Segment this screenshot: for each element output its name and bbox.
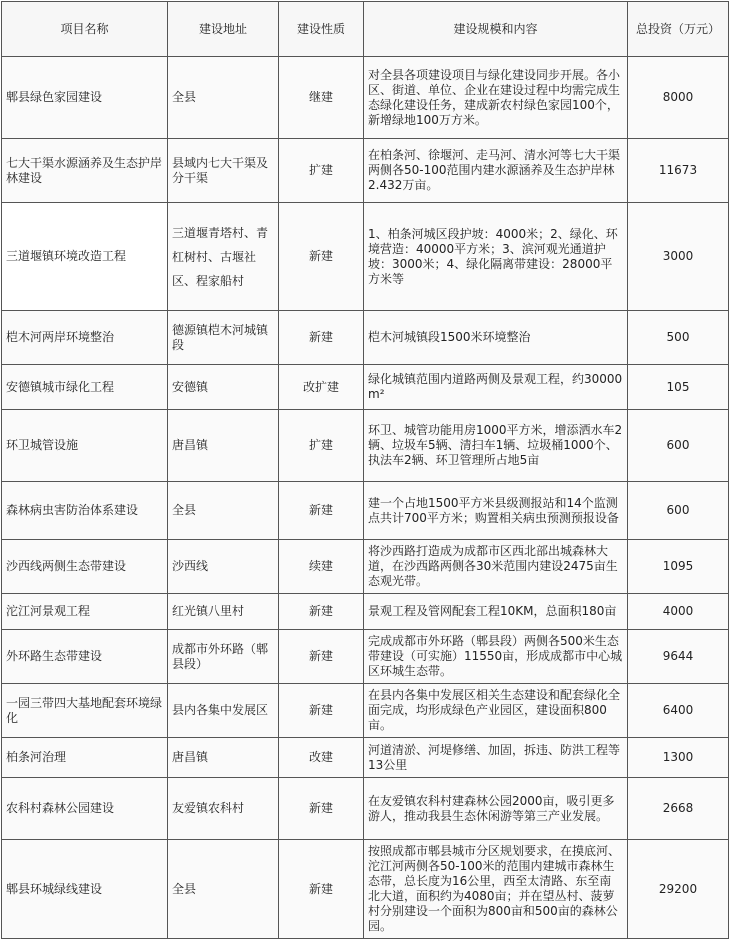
content-cell: 将沙西路打造成为成都市区西北部出城森林大道，在沙西路两侧各30米范围内建设2475亩生态观光带。 xyxy=(364,540,628,594)
nature-cell: 续建 xyxy=(279,540,364,594)
address-cell: 安德镇 xyxy=(168,365,279,410)
header-address: 建设地址 xyxy=(168,2,279,57)
address-cell: 全县 xyxy=(168,57,279,139)
address-cell: 唐昌镇 xyxy=(168,738,279,778)
nature-cell: 新建 xyxy=(279,482,364,540)
nature-cell: 新建 xyxy=(279,594,364,630)
content-cell: 对全县各项建设项目与绿化建设同步开展。各小区、街道、单位、企业在建设过程中均需完成生态绿化建设任务，建成新农村绿色家园100个，新增绿地100万方米。 xyxy=(364,57,628,139)
investment-cell: 11673 xyxy=(628,139,729,203)
content-cell: 完成成都市外环路（郫县段）两侧各500米生态带建设（可实施）11550亩，形成成都市中心城区环城生态带。 xyxy=(364,630,628,684)
content-cell: 环卫、城管功能用房1000平方米，增添洒水车2辆、垃圾车5辆、清扫车1辆、垃圾桶1000个、执法车2辆、环卫管理所占地5亩 xyxy=(364,410,628,482)
table-row xyxy=(2,365,729,410)
address-cell: 县域内七大干渠及分干渠 xyxy=(168,139,279,203)
investment-cell: 6400 xyxy=(628,684,729,738)
header-content: 建设规模和内容 xyxy=(364,2,628,57)
investment-cell: 1300 xyxy=(628,738,729,778)
projects-table xyxy=(1,1,729,939)
investment-cell: 4000 xyxy=(628,594,729,630)
table-row xyxy=(2,410,729,482)
project-name-cell: 环卫城管设施 xyxy=(2,410,168,482)
investment-cell: 2668 xyxy=(628,778,729,840)
investment-cell: 9644 xyxy=(628,630,729,684)
content-cell: 在友爱镇农科村建森林公园2000亩，吸引更多游人，推动我县生态休闲游等第三产业发展。 xyxy=(364,778,628,840)
nature-cell: 新建 xyxy=(279,630,364,684)
table-row xyxy=(2,540,729,594)
project-name-cell: 沙西线两侧生态带建设 xyxy=(2,540,168,594)
table-row xyxy=(2,738,729,778)
nature-cell: 新建 xyxy=(279,311,364,365)
investment-cell: 3000 xyxy=(628,203,729,311)
address-cell: 全县 xyxy=(168,840,279,939)
project-name-cell: 农科村森林公园建设 xyxy=(2,778,168,840)
content-cell: 在柏条河、徐堰河、走马河、清水河等七大干渠两侧各50-100范围内建水源涵养及生态护岸林2.432万亩。 xyxy=(364,139,628,203)
address-cell: 德源镇桤木河城镇段 xyxy=(168,311,279,365)
project-name-cell: 郫县绿色家园建设 xyxy=(2,57,168,139)
nature-cell: 新建 xyxy=(279,203,364,311)
table-row xyxy=(2,139,729,203)
address-cell: 红光镇八里村 xyxy=(168,594,279,630)
nature-cell: 改建 xyxy=(279,738,364,778)
table-row xyxy=(2,482,729,540)
investment-cell: 29200 xyxy=(628,840,729,939)
investment-cell: 600 xyxy=(628,482,729,540)
nature-cell: 新建 xyxy=(279,684,364,738)
table-header-row xyxy=(2,2,729,57)
header-project-name: 项目名称 xyxy=(2,2,168,57)
nature-cell: 改扩建 xyxy=(279,365,364,410)
nature-cell: 扩建 xyxy=(279,410,364,482)
nature-cell: 新建 xyxy=(279,778,364,840)
table-row xyxy=(2,57,729,139)
content-cell: 绿化城镇范围内道路两侧及景观工程，约30000m² xyxy=(364,365,628,410)
investment-cell: 8000 xyxy=(628,57,729,139)
content-cell: 在县内各集中发展区相关生态建设和配套绿化全面完成，均形成绿色产业园区，建设面积800亩。 xyxy=(364,684,628,738)
table-row xyxy=(2,311,729,365)
nature-cell: 继建 xyxy=(279,57,364,139)
project-name-cell: 三道堰镇环境改造工程 xyxy=(2,203,168,311)
project-name-cell: 郫县环城绿线建设 xyxy=(2,840,168,939)
table-row xyxy=(2,630,729,684)
content-cell: 按照成都市郫县城市分区规划要求，在摸底河、沱江河两侧各50-100米的范围内建城市森林生态带，总长度为16公里，西至太清路、东至南北大道，面积约为4080亩；并在望丛村、菠萝村分别建设一个面积为800亩和500亩的森林公园。 xyxy=(364,840,628,939)
table-row xyxy=(2,594,729,630)
investment-cell: 1095 xyxy=(628,540,729,594)
investment-cell: 105 xyxy=(628,365,729,410)
content-cell: 景观工程及管网配套工程10KM，总面积180亩 xyxy=(364,594,628,630)
project-name-cell: 沱江河景观工程 xyxy=(2,594,168,630)
nature-cell: 扩建 xyxy=(279,139,364,203)
content-cell: 河道清淤、河堤修缮、加固，拆违、防洪工程等13公里 xyxy=(364,738,628,778)
content-cell: 1、柏条河城区段护坡：4000米；2、绿化、环境营造：40000平方米；3、滨河观光通道护坡：3000米；4、绿化隔离带建设：28000平方米等 xyxy=(364,203,628,311)
project-name-cell: 七大干渠水源涵养及生态护岸林建设 xyxy=(2,139,168,203)
content-cell: 桤木河城镇段1500米环境整治 xyxy=(364,311,628,365)
address-cell: 成都市外环路（郫县段） xyxy=(168,630,279,684)
address-cell: 沙西线 xyxy=(168,540,279,594)
table-row xyxy=(2,684,729,738)
project-name-cell: 柏条河治理 xyxy=(2,738,168,778)
address-cell: 县内各集中发展区 xyxy=(168,684,279,738)
table-row xyxy=(2,778,729,840)
address-cell: 全县 xyxy=(168,482,279,540)
address-cell: 友爱镇农科村 xyxy=(168,778,279,840)
project-name-cell: 安德镇城市绿化工程 xyxy=(2,365,168,410)
content-cell: 建一个占地1500平方米县级测报站和14个监测点共计700平方米；购置相关病虫预测预报设备 xyxy=(364,482,628,540)
nature-cell: 新建 xyxy=(279,840,364,939)
investment-cell: 500 xyxy=(628,311,729,365)
investment-cell: 600 xyxy=(628,410,729,482)
table-row xyxy=(2,203,729,311)
project-name-cell: 一园三带四大基地配套环境绿化 xyxy=(2,684,168,738)
table-row xyxy=(2,840,729,939)
project-name-cell: 森林病虫害防治体系建设 xyxy=(2,482,168,540)
header-nature: 建设性质 xyxy=(279,2,364,57)
project-name-cell: 外环路生态带建设 xyxy=(2,630,168,684)
project-name-cell: 桤木河两岸环境整治 xyxy=(2,311,168,365)
address-cell: 唐昌镇 xyxy=(168,410,279,482)
header-investment: 总投资（万元） xyxy=(628,2,729,57)
address-cell: 三道堰青塔村、青杠树村、古堰社区、程家船村 xyxy=(168,203,279,311)
table-body xyxy=(2,57,729,939)
